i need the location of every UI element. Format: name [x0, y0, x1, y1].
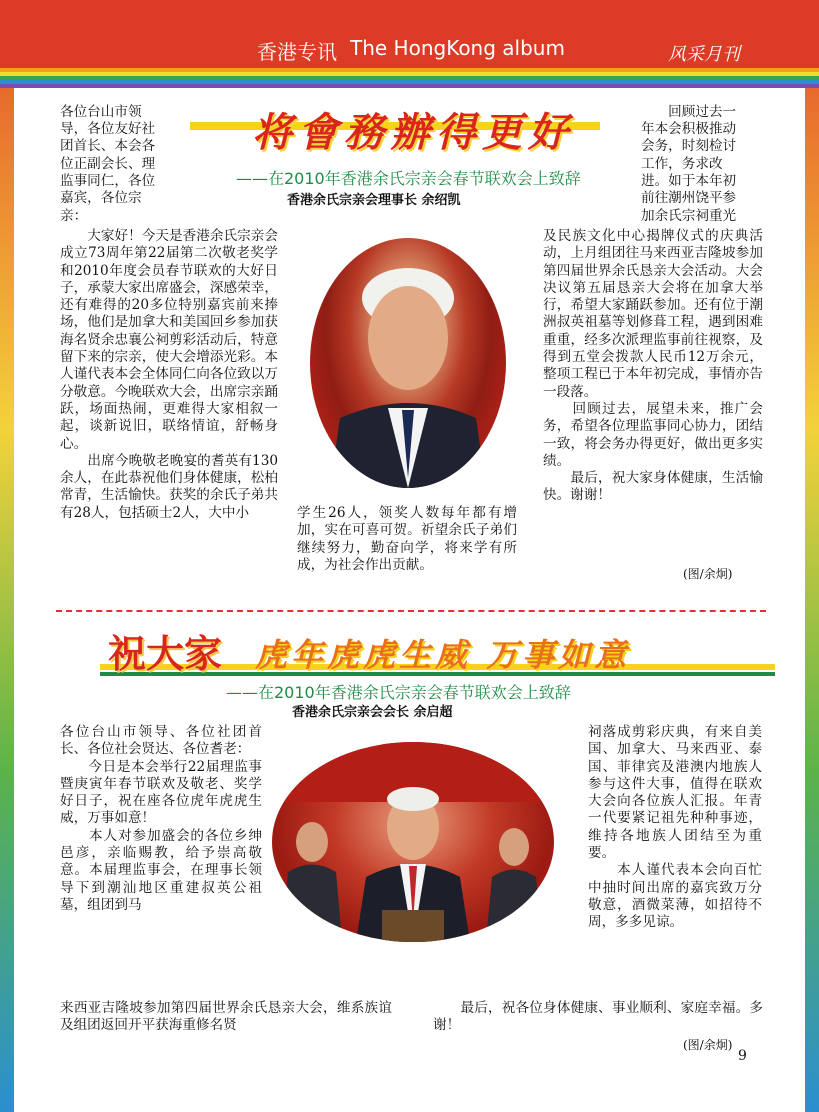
page-number: 9	[738, 1048, 747, 1064]
section-divider	[56, 610, 766, 612]
text-line: 嘉宾，各位宗	[60, 190, 142, 206]
article1-center-bottom: 学生26人，领奖人数每年都有增加，实在可喜可贺。祈望余氏子弟们继续努力，勤奋向学，将来学有所成，为社会作出贡献。	[297, 505, 517, 573]
article2-speaker-photo	[272, 742, 554, 942]
article1-portrait-photo	[310, 238, 506, 488]
text-line: 各位台山市领	[60, 104, 142, 120]
text-line: 位正副会长、理	[60, 156, 156, 172]
article2-left-column: 各位台山市领导、各位社团首长、各位社会贤达、各位耆老： 今日是本会举行22届理监事暨庚寅年春节联欢及敬老、奖学好日子，祝在座各位虎年虎虎生威，万事如意！ 本人对参加盛会的各位乡绅邑彦，亲临赐教，给予崇高敬意。本届理监事会，在理事长领导下到潮汕地区重建叔英公祖墓，组团到马	[60, 724, 262, 913]
article2-photo-credit: (图/余炯)	[683, 1038, 733, 1052]
article2-right-column: 祠落成剪彩庆典，有来自美国、加拿大、马来西亚、泰国、菲律宾及港澳内地族人参与这件大事，值得在联欢大会向各位族人汇报。年青一代要紧记祖先种种事迹，维持各地族人团结至为重要。 本人谨代表本会向百忙中抽时间出席的嘉宾致万分敬意，酒微菜薄，如招待不周，多多见谅。	[588, 724, 762, 931]
text-line: 会务，时刻检讨	[641, 138, 737, 154]
text-line: 进。如于本年初	[641, 173, 737, 189]
article1-photo-credit: (图/余炯)	[683, 567, 733, 581]
header-right-text: 风采月刊	[668, 44, 740, 65]
article2-title-main: 祝大家	[108, 632, 223, 676]
text-line: 回顾过去一	[641, 104, 737, 120]
header-center-text: The HongKong album	[350, 36, 565, 60]
text-line: 前往潮州饶平参	[641, 190, 737, 206]
text-line: 团首长、本会各	[60, 138, 156, 154]
text-line: 导，各位友好社	[60, 121, 156, 137]
color-stripes	[0, 68, 819, 88]
article1-subtitle: ——在2010年香港余氏宗亲会春节联欢会上致辞	[236, 169, 581, 188]
article1-byline: 香港余氏宗亲会理事长 余绍凯	[287, 193, 461, 208]
text-line: 监事同仁，各位	[60, 173, 156, 189]
text-line: 年本会积极推动	[641, 121, 737, 137]
article2-title-sub: 虎年虎虎生威 万事如意	[255, 636, 631, 674]
article1-right-column: 及民族文化中心揭牌仪式的庆典活动，上月组团往马来西亚吉隆坡参加第四届世界余氏恳亲大会活动。大会决议第五届恳亲大会将在加拿大举行，希望大家踊跃参加。还有位于潮洲叔英祖墓等划修葺工程，遇到困难重重，经多次派理监事前往视察，及得到五堂会拨款人民币12万余元，整项工程已于本年初完成，事情亦告一段落。 回顾过去，展望未来，推广会务，希望各位理监事同心协力，团结一致，将会务办得更好，做出更多实绩。 最后，祝大家身体健康，生活愉快。谢谢！	[543, 228, 763, 504]
article2-bottom-left: 来西亚吉隆坡参加第四届世界余氏恳亲大会，维系族谊及组团返回开平获海重修名贤	[60, 1000, 392, 1034]
article2-bottom-right: 最后，祝各位身体健康、事业顺利、家庭幸福。多谢！	[433, 1000, 763, 1034]
text-line: 加余氏宗祠重光	[641, 208, 737, 224]
article2-subtitle: ——在2010年香港余氏宗亲会春节联欢会上致辞	[226, 683, 571, 702]
article2-byline: 香港余氏宗亲会会长 余启超	[292, 705, 453, 720]
right-edge-stripe	[805, 88, 819, 1112]
text-line: 工作，务求改	[641, 156, 723, 172]
article1-title: 将會務辦得更好	[252, 109, 574, 156]
text-line: 亲：	[60, 208, 88, 224]
article1-left-column: 大家好！今天是香港余氏宗亲会成立73周年第22届第二次敬老奖学和2010年度会员春节联欢的大好日子，承蒙大家出席盛会，深感荣幸，还有难得的20多位特别嘉宾前来捧场，他们是加拿大和美国回乡参加获海名贤余忠襄公祠剪彩活动后，特意留下来的宗亲，使大会增添光彩。本人谨代表本会全体同仁向各位致以万分敬意。今晚联欢大会，出席宗亲踊跃，场面热闹，更难得大家相叙一起，谈新说旧，联络情谊，舒畅身心。 出席今晚敬老晚宴的耆英有130余人，在此恭祝他们身体健康，松柏常青，生活愉快。获奖的余氏子弟共有28人，包括硕士2人，大中小	[60, 228, 278, 521]
left-edge-stripe	[0, 88, 14, 1112]
header-left-text: 香港专讯	[257, 40, 337, 64]
